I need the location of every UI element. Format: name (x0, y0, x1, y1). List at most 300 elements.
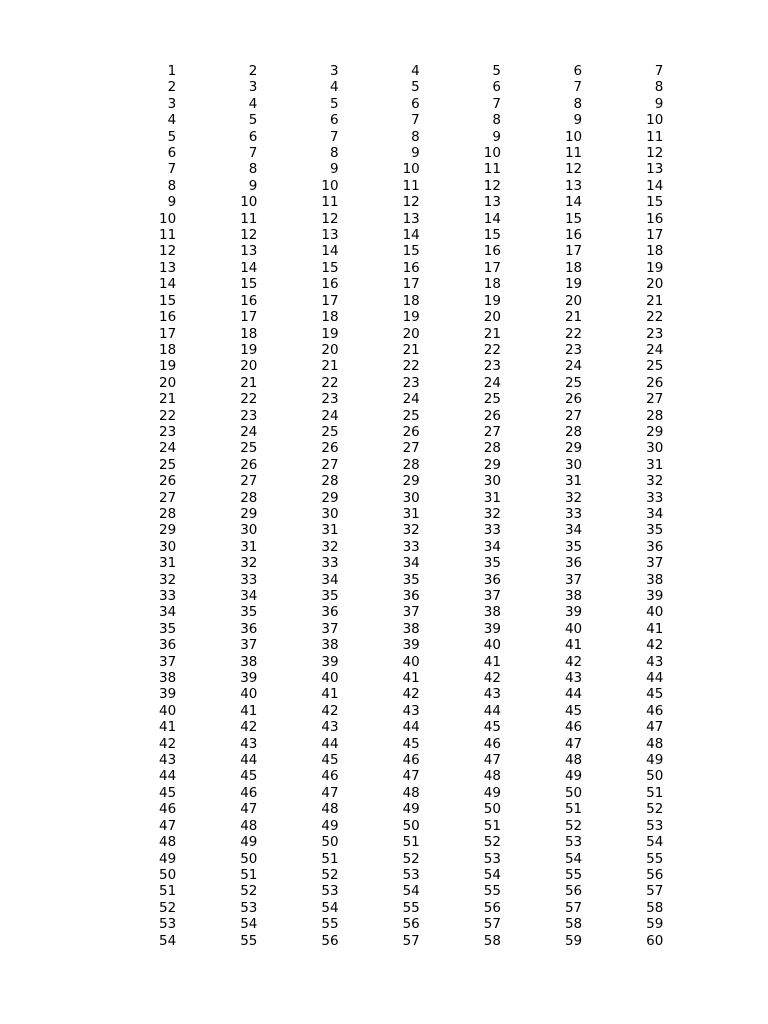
table-cell: 24 (240, 423, 258, 440)
table-cell: 42 (646, 637, 664, 654)
table-cell: 47 (402, 768, 420, 785)
table-cell: 39 (402, 637, 420, 654)
table-cell: 19 (240, 341, 258, 358)
table-cell: 51 (646, 784, 664, 801)
table-cell: 53 (321, 883, 339, 900)
table-cell: 50 (240, 850, 258, 867)
table-cell: 30 (159, 538, 177, 555)
table-cell: 23 (402, 374, 420, 391)
table-cell: 24 (564, 358, 583, 375)
table-cell: 39 (240, 670, 258, 687)
table-row (105, 785, 673, 801)
table-row (105, 851, 673, 867)
table-cell: 50 (321, 834, 339, 851)
table-cell: 34 (564, 522, 583, 539)
table-cell: 13 (402, 210, 420, 227)
table-cell: 49 (646, 752, 664, 769)
table-cell: 44 (646, 670, 664, 687)
table-cell: 29 (159, 522, 177, 539)
table-cell: 19 (564, 276, 583, 293)
table-cell: 23 (483, 358, 501, 375)
table-row (105, 719, 673, 735)
table-cell: 30 (564, 456, 583, 473)
table-cell: 49 (240, 834, 258, 851)
table-cell: 20 (646, 276, 664, 293)
table-cell: 37 (159, 653, 177, 670)
table-cell: 38 (402, 620, 420, 637)
table-cell: 11 (321, 194, 339, 211)
table-cell: 51 (483, 817, 501, 834)
table-cell: 49 (402, 801, 420, 818)
table-cell: 52 (321, 866, 339, 883)
table-row (105, 555, 673, 571)
table-cell: 55 (564, 866, 583, 883)
table-cell: 27 (159, 489, 177, 506)
table-cell: 7 (573, 79, 583, 96)
table-cell: 55 (402, 899, 420, 916)
table-cell: 12 (321, 210, 339, 227)
table-row (105, 818, 673, 834)
table-row (105, 473, 673, 489)
table-cell: 16 (646, 210, 664, 227)
table-row (105, 506, 673, 522)
table-cell: 36 (321, 604, 339, 621)
table-cell: 43 (159, 752, 177, 769)
table-cell: 6 (329, 112, 339, 129)
table-cell: 9 (167, 194, 177, 211)
table-row (105, 161, 673, 177)
table-cell: 38 (564, 588, 583, 604)
table-cell: 6 (573, 63, 583, 79)
table-cell: 10 (483, 145, 501, 162)
table-cell: 28 (564, 423, 583, 440)
table-cell: 8 (411, 128, 420, 145)
table-cell: 21 (321, 358, 339, 375)
table-cell: 20 (564, 292, 583, 309)
table-cell: 47 (646, 719, 664, 736)
table-row (105, 654, 673, 670)
table-row (105, 522, 673, 538)
table-row (105, 703, 673, 719)
table-cell: 44 (159, 768, 177, 785)
table-cell: 24 (402, 391, 420, 408)
table-cell: 50 (159, 866, 177, 883)
table-cell: 15 (159, 292, 177, 309)
table-cell: 48 (646, 735, 664, 752)
table-cell: 55 (646, 850, 664, 867)
table-cell: 38 (483, 604, 501, 621)
table-cell: 48 (402, 784, 420, 801)
table-cell: 53 (402, 866, 420, 883)
table-cell: 26 (402, 423, 420, 440)
table-cell: 20 (402, 325, 420, 342)
table-cell: 55 (321, 916, 339, 933)
table-cell: 28 (646, 407, 664, 424)
table-cell: 8 (248, 161, 258, 178)
table-cell: 39 (159, 686, 177, 703)
table-cell: 3 (329, 63, 339, 79)
table-cell: 12 (564, 161, 583, 178)
table-cell: 24 (483, 374, 501, 391)
table-cell: 9 (654, 95, 664, 112)
table-cell: 41 (646, 620, 664, 637)
table-cell: 28 (402, 456, 420, 473)
table-cell: 4 (329, 79, 339, 96)
table-cell: 46 (321, 768, 339, 785)
table-cell: 4 (411, 63, 420, 79)
table-cell: 49 (159, 850, 177, 867)
table-cell: 13 (646, 161, 664, 178)
table-row (105, 900, 673, 916)
table-cell: 5 (492, 63, 501, 79)
table-cell: 38 (646, 571, 664, 588)
table-row (105, 490, 673, 506)
table-row (105, 342, 673, 358)
table-cell: 28 (240, 489, 258, 506)
table-cell: 4 (167, 112, 177, 129)
table-cell: 22 (646, 309, 664, 326)
table-cell: 22 (240, 391, 258, 408)
table-cell: 17 (159, 325, 177, 342)
table-cell: 25 (240, 440, 258, 457)
table-cell: 60 (646, 932, 664, 949)
table-cell: 34 (646, 505, 664, 522)
table-cell: 11 (483, 161, 501, 178)
table-cell: 40 (402, 653, 420, 670)
table-cell: 33 (321, 555, 339, 572)
table-cell: 29 (564, 440, 583, 457)
table-cell: 14 (240, 259, 258, 276)
table-cell: 10 (564, 128, 583, 145)
table-cell: 53 (564, 834, 583, 851)
number-table (105, 63, 673, 949)
table-cell: 44 (240, 752, 258, 769)
table-cell: 32 (646, 473, 664, 490)
table-cell: 17 (483, 259, 501, 276)
table-cell: 33 (402, 538, 420, 555)
table-cell: 10 (159, 210, 177, 227)
table-cell: 45 (402, 735, 420, 752)
table-cell: 43 (240, 735, 258, 752)
table-cell: 54 (159, 932, 177, 949)
table-cell: 50 (646, 768, 664, 785)
table-cell: 34 (402, 555, 420, 572)
table-cell: 25 (321, 423, 339, 440)
table-cell: 46 (646, 702, 664, 719)
table-cell: 32 (321, 538, 339, 555)
table-row (105, 424, 673, 440)
table-cell: 24 (159, 440, 177, 457)
table-cell: 12 (646, 145, 664, 162)
table-cell: 28 (321, 473, 339, 490)
table-cell: 13 (321, 227, 339, 244)
table-cell: 30 (402, 489, 420, 506)
table-cell: 35 (564, 538, 583, 555)
table-cell: 32 (483, 505, 501, 522)
table-cell: 22 (564, 325, 583, 342)
table-cell: 7 (248, 145, 258, 162)
table-cell: 21 (483, 325, 501, 342)
table-cell: 22 (483, 341, 501, 358)
table-cell: 17 (240, 309, 258, 326)
table-cell: 43 (646, 653, 664, 670)
table-cell: 46 (240, 784, 258, 801)
table-cell: 57 (483, 916, 501, 933)
table-cell: 5 (167, 128, 177, 145)
table-row (105, 539, 673, 555)
table-cell: 12 (159, 243, 177, 260)
table-cell: 38 (240, 653, 258, 670)
table-cell: 15 (402, 243, 420, 260)
table-cell: 54 (646, 834, 664, 851)
table-cell: 27 (321, 456, 339, 473)
table-cell: 33 (483, 522, 501, 539)
table-cell: 7 (329, 128, 339, 145)
table-cell: 36 (159, 637, 177, 654)
table-cell: 19 (646, 259, 664, 276)
table-cell: 38 (321, 637, 339, 654)
table-cell: 31 (483, 489, 501, 506)
table-cell: 50 (402, 817, 420, 834)
table-cell: 26 (240, 456, 258, 473)
table-cell: 9 (248, 177, 258, 194)
table-cell: 27 (483, 423, 501, 440)
table-cell: 30 (321, 505, 339, 522)
table-cell: 40 (321, 670, 339, 687)
table-cell: 13 (483, 194, 501, 211)
table-cell: 14 (564, 194, 583, 211)
table-cell: 20 (321, 341, 339, 358)
table-cell: 48 (159, 834, 177, 851)
table-cell: 31 (646, 456, 664, 473)
table-cell: 21 (159, 391, 177, 408)
table-cell: 23 (159, 423, 177, 440)
table-cell: 47 (483, 752, 501, 769)
table-cell: 32 (240, 555, 258, 572)
table-cell: 25 (402, 407, 420, 424)
table-row (105, 112, 673, 128)
table-cell: 14 (402, 227, 420, 244)
table-row (105, 670, 673, 686)
table-row (105, 96, 673, 112)
table-cell: 5 (411, 79, 420, 96)
table-cell: 2 (248, 63, 258, 79)
table-cell: 6 (167, 145, 177, 162)
table-cell: 31 (402, 505, 420, 522)
table-cell: 46 (483, 735, 501, 752)
table-cell: 49 (321, 817, 339, 834)
table-cell: 54 (483, 866, 501, 883)
table-cell: 26 (564, 391, 583, 408)
table-cell: 44 (483, 702, 501, 719)
table-cell: 20 (240, 358, 258, 375)
table-row (105, 375, 673, 391)
table-cell: 29 (483, 456, 501, 473)
table-cell: 14 (159, 276, 177, 293)
table-cell: 7 (411, 112, 420, 129)
table-cell: 39 (564, 604, 583, 621)
table-cell: 1 (167, 63, 177, 79)
table-cell: 58 (483, 932, 501, 949)
table-cell: 58 (564, 916, 583, 933)
table-row (105, 358, 673, 374)
table-cell: 26 (483, 407, 501, 424)
table-cell: 22 (159, 407, 177, 424)
table-cell: 43 (321, 719, 339, 736)
table-row (105, 243, 673, 259)
table-cell: 26 (646, 374, 664, 391)
table-cell: 54 (402, 883, 420, 900)
table-cell: 45 (321, 752, 339, 769)
table-cell: 33 (159, 588, 177, 604)
table-cell: 11 (240, 210, 258, 227)
table-cell: 46 (402, 752, 420, 769)
table-cell: 30 (240, 522, 258, 539)
table-cell: 15 (240, 276, 258, 293)
table-cell: 43 (483, 686, 501, 703)
table-row (105, 768, 673, 784)
table-row (105, 752, 673, 768)
table-cell: 42 (159, 735, 177, 752)
table-cell: 37 (564, 571, 583, 588)
table-row (105, 326, 673, 342)
table-cell: 48 (321, 801, 339, 818)
table-cell: 37 (321, 620, 339, 637)
table-cell: 17 (321, 292, 339, 309)
table-cell: 34 (240, 588, 258, 604)
table-cell: 42 (240, 719, 258, 736)
table-cell: 10 (240, 194, 258, 211)
table-cell: 54 (321, 899, 339, 916)
table-cell: 43 (402, 702, 420, 719)
table-cell: 56 (483, 899, 501, 916)
table-cell: 15 (321, 259, 339, 276)
table-cell: 30 (483, 473, 501, 490)
table-cell: 14 (483, 210, 501, 227)
table-cell: 3 (248, 79, 258, 96)
table-cell: 47 (159, 817, 177, 834)
table-row (105, 588, 673, 604)
table-cell: 32 (159, 571, 177, 588)
table-cell: 11 (564, 145, 583, 162)
table-row (105, 834, 673, 850)
table-cell: 19 (483, 292, 501, 309)
table-cell: 29 (646, 423, 664, 440)
table-cell: 16 (321, 276, 339, 293)
table-cell: 32 (564, 489, 583, 506)
table-row (105, 391, 673, 407)
table-cell: 7 (654, 63, 664, 79)
table-cell: 25 (483, 391, 501, 408)
table-cell: 6 (411, 95, 420, 112)
table-row (105, 916, 673, 932)
table-cell: 40 (240, 686, 258, 703)
table-cell: 32 (402, 522, 420, 539)
table-cell: 45 (564, 702, 583, 719)
table-cell: 27 (402, 440, 420, 457)
table-cell: 21 (240, 374, 258, 391)
table-cell: 51 (564, 801, 583, 818)
table-cell: 6 (248, 128, 258, 145)
table-cell: 53 (159, 916, 177, 933)
table-cell: 42 (564, 653, 583, 670)
table-cell: 3 (167, 95, 177, 112)
table-cell: 19 (402, 309, 420, 326)
table-cell: 9 (329, 161, 339, 178)
table-row (105, 621, 673, 637)
table-cell: 19 (321, 325, 339, 342)
table-cell: 5 (329, 95, 339, 112)
table-cell: 33 (564, 505, 583, 522)
table-cell: 39 (646, 588, 664, 604)
table-cell: 20 (483, 309, 501, 326)
table-cell: 40 (159, 702, 177, 719)
table-cell: 29 (321, 489, 339, 506)
table-cell: 11 (159, 227, 177, 244)
table-cell: 54 (240, 916, 258, 933)
table-cell: 57 (646, 883, 664, 900)
table-cell: 45 (240, 768, 258, 785)
table-cell: 12 (402, 194, 420, 211)
table-cell: 5 (248, 112, 258, 129)
table-cell: 18 (483, 276, 501, 293)
table-cell: 36 (240, 620, 258, 637)
table-cell: 29 (402, 473, 420, 490)
table-cell: 11 (646, 128, 664, 145)
table-cell: 42 (321, 702, 339, 719)
table-cell: 46 (159, 801, 177, 818)
table-row (105, 145, 673, 161)
table-cell: 51 (159, 883, 177, 900)
table-cell: 26 (159, 473, 177, 490)
table-cell: 37 (402, 604, 420, 621)
table-row (105, 736, 673, 752)
table-cell: 23 (646, 325, 664, 342)
table-cell: 58 (646, 899, 664, 916)
table-cell: 44 (402, 719, 420, 736)
table-cell: 17 (564, 243, 583, 260)
table-cell: 39 (321, 653, 339, 670)
table-cell: 8 (167, 177, 177, 194)
table-cell: 31 (240, 538, 258, 555)
table-cell: 10 (402, 161, 420, 178)
table-cell: 33 (240, 571, 258, 588)
table-cell: 56 (564, 883, 583, 900)
table-cell: 41 (159, 719, 177, 736)
table-cell: 6 (492, 79, 501, 96)
table-cell: 18 (646, 243, 664, 260)
table-cell: 31 (321, 522, 339, 539)
table-cell: 23 (564, 341, 583, 358)
table-cell: 41 (483, 653, 501, 670)
table-cell: 27 (564, 407, 583, 424)
table-cell: 9 (492, 128, 501, 145)
table-cell: 37 (240, 637, 258, 654)
table-cell: 46 (564, 719, 583, 736)
table-cell: 13 (240, 243, 258, 260)
table-cell: 34 (159, 604, 177, 621)
table-row (105, 63, 673, 79)
table-cell: 56 (402, 916, 420, 933)
table-cell: 7 (492, 95, 501, 112)
table-cell: 52 (159, 899, 177, 916)
table-cell: 48 (564, 752, 583, 769)
table-cell: 31 (564, 473, 583, 490)
table-cell: 33 (646, 489, 664, 506)
table-cell: 35 (483, 555, 501, 572)
table-cell: 10 (646, 112, 664, 129)
table-cell: 36 (402, 588, 420, 604)
